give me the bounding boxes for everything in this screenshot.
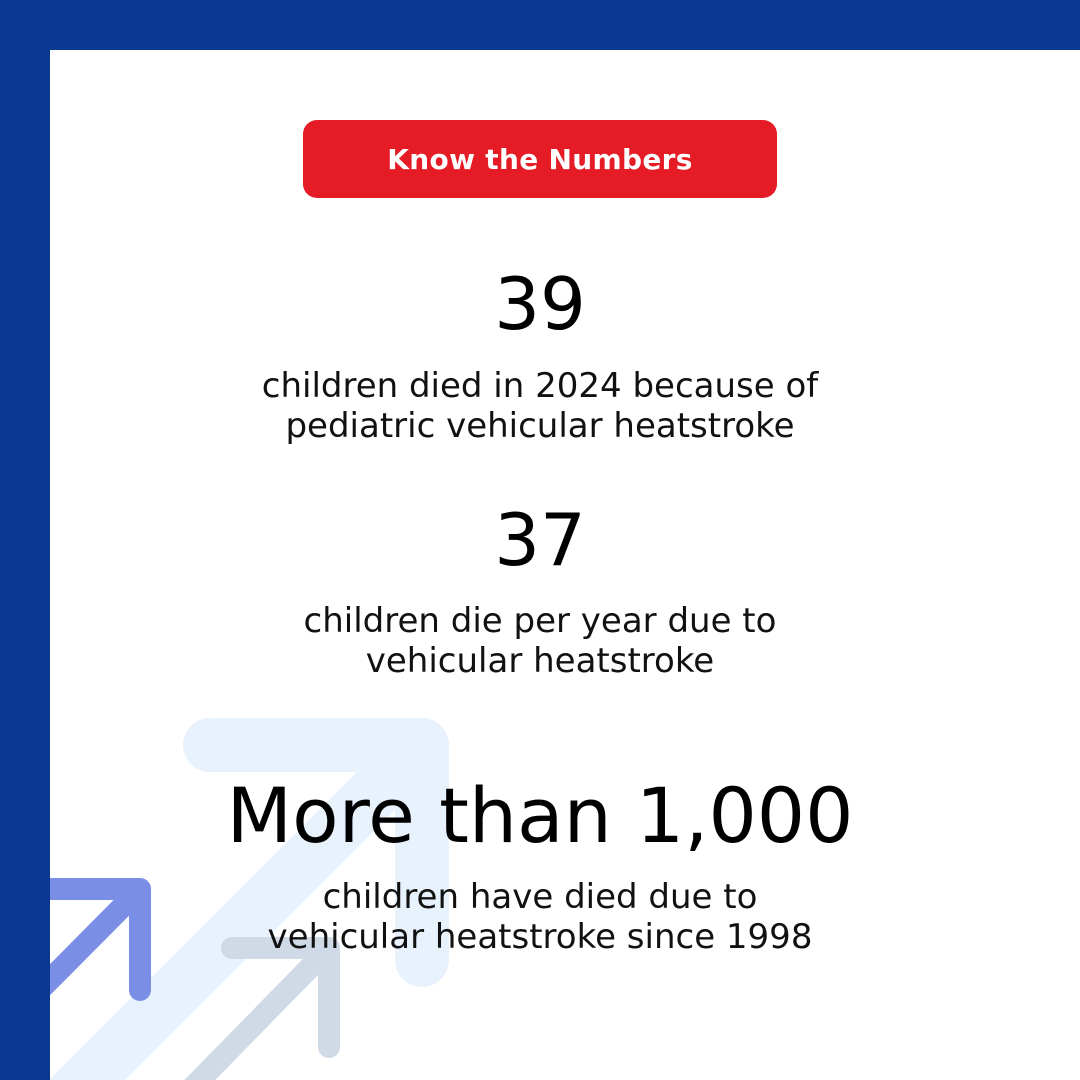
stat-description-line: children die per year due to xyxy=(303,601,777,641)
stat-description-line: children have died due to xyxy=(322,877,758,917)
stat-description-line: children died in 2024 because of xyxy=(261,366,819,406)
stat-description-line: pediatric vehicular heatstroke xyxy=(285,406,795,446)
content-panel xyxy=(50,50,1080,1080)
stat-description-line: vehicular heatstroke xyxy=(365,641,715,681)
stat-description-2024 xyxy=(50,366,1030,446)
stat-number-2024: 39 xyxy=(494,262,586,346)
stat-description-per-year xyxy=(50,601,1030,681)
know-the-numbers-badge: Know the Numbers xyxy=(303,120,777,198)
stat-number-since-1998: More than 1,000 xyxy=(226,771,854,860)
stat-description-since-1998 xyxy=(50,877,1030,957)
stat-number-per-year: 37 xyxy=(494,498,586,582)
stat-description-line: vehicular heatstroke since 1998 xyxy=(267,917,813,957)
